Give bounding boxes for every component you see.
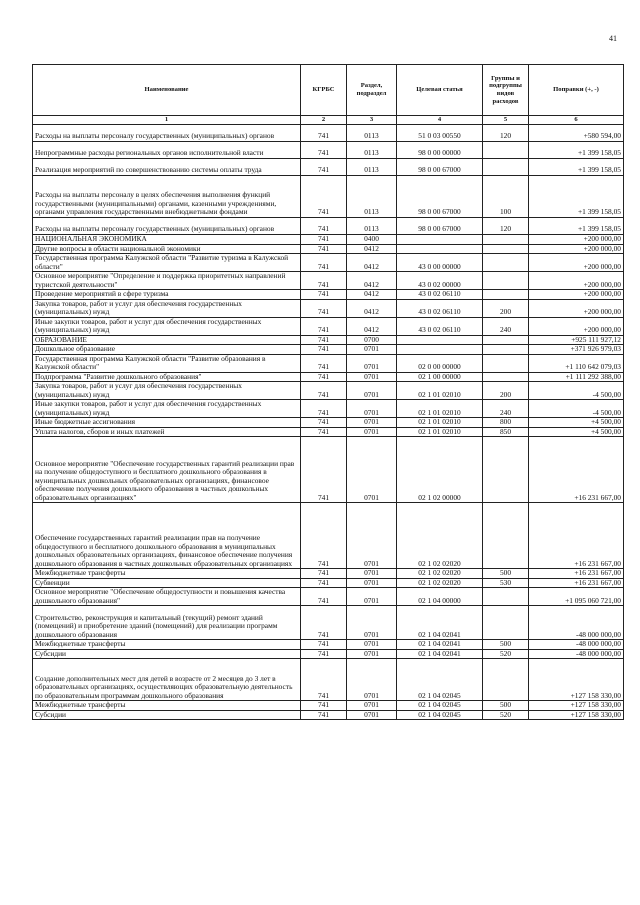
row-name: Реализация мероприятий по совершенствованию системы оплаты труда: [33, 159, 301, 176]
row-name: Межбюджетные трансферты: [33, 640, 301, 650]
row-expense-type: 850: [483, 427, 529, 437]
row-target: 43 0 02 06110: [397, 290, 483, 300]
row-kgrbs: 741: [301, 710, 347, 720]
row-expense-type: [483, 254, 529, 272]
row-amount: +1 399 158,05: [529, 142, 624, 159]
header-kgrbs: КГРБС: [301, 65, 347, 116]
table-row: [33, 125, 624, 142]
row-kgrbs: 741: [301, 335, 347, 345]
row-amount: +200 000,00: [529, 235, 624, 245]
row-name: Подпрограмма "Развитие дошкольного образования": [33, 372, 301, 382]
row-section: 0701: [347, 418, 397, 428]
table-row: [33, 569, 624, 579]
row-amount: +1 399 158,05: [529, 159, 624, 176]
row-amount: -4 500,00: [529, 400, 624, 418]
row-expense-type: 200: [483, 382, 529, 400]
row-target: [397, 235, 483, 245]
row-section: 0701: [347, 578, 397, 588]
table-row: [33, 588, 624, 606]
row-amount: +1 111 292 388,00: [529, 372, 624, 382]
row-name: НАЦИОНАЛЬНАЯ ЭКОНОМИКА: [33, 235, 301, 245]
row-name: Уплата налогов, сборов и иных платежей: [33, 427, 301, 437]
table-row: [33, 418, 624, 428]
row-expense-type: 500: [483, 640, 529, 650]
column-index: 2: [301, 116, 347, 125]
row-section: 0701: [347, 437, 397, 503]
table-row: [33, 176, 624, 218]
row-expense-type: [483, 345, 529, 355]
row-target: [397, 345, 483, 355]
row-amount: +1 399 158,05: [529, 176, 624, 218]
row-expense-type: [483, 235, 529, 245]
table-row: [33, 299, 624, 317]
row-amount: -48 000 000,00: [529, 640, 624, 650]
row-amount: +127 158 330,00: [529, 659, 624, 701]
row-kgrbs: 741: [301, 235, 347, 245]
row-name: Государственная программа Калужской области "Развитие образования в Калужской области": [33, 354, 301, 372]
row-expense-type: 500: [483, 701, 529, 711]
row-amount: +1 095 060 721,00: [529, 588, 624, 606]
budget-table: [32, 64, 624, 720]
row-expense-type: [483, 335, 529, 345]
row-kgrbs: 741: [301, 176, 347, 218]
table-row: [33, 272, 624, 290]
column-index-row: [33, 116, 624, 125]
row-amount: +4 500,00: [529, 427, 624, 437]
row-target: [397, 335, 483, 345]
row-section: 0412: [347, 290, 397, 300]
row-expense-type: [483, 354, 529, 372]
row-section: 0412: [347, 272, 397, 290]
row-section: 0412: [347, 299, 397, 317]
row-section: 0701: [347, 649, 397, 659]
row-target: 98 0 00 67000: [397, 218, 483, 235]
row-target: 98 0 00 00000: [397, 142, 483, 159]
table-row: [33, 503, 624, 569]
table-row: [33, 244, 624, 254]
row-amount: +200 000,00: [529, 317, 624, 335]
row-target: 02 1 04 00000: [397, 588, 483, 606]
row-amount: +200 000,00: [529, 299, 624, 317]
table-row: [33, 578, 624, 588]
row-kgrbs: 741: [301, 290, 347, 300]
page-number: 41: [609, 34, 617, 43]
row-kgrbs: 741: [301, 659, 347, 701]
row-kgrbs: 741: [301, 640, 347, 650]
row-section: 0701: [347, 372, 397, 382]
row-target: 02 0 00 00000: [397, 354, 483, 372]
row-kgrbs: 741: [301, 254, 347, 272]
table-row: [33, 159, 624, 176]
row-name: Иные закупки товаров, работ и услуг для обеспечения государственных (муниципальных) нужд: [33, 317, 301, 335]
row-amount: +925 111 927,12: [529, 335, 624, 345]
row-section: 0113: [347, 159, 397, 176]
row-name: Основное мероприятие "Определение и поддержка приоритетных направлений туристской деятельности": [33, 272, 301, 290]
table-row: [33, 142, 624, 159]
row-expense-type: 500: [483, 569, 529, 579]
row-kgrbs: 741: [301, 588, 347, 606]
row-target: 02 1 04 02041: [397, 640, 483, 650]
row-name: Иные бюджетные ассигнования: [33, 418, 301, 428]
row-kgrbs: 741: [301, 345, 347, 355]
row-amount: -48 000 000,00: [529, 606, 624, 640]
row-name: Другие вопросы в области национальной экономики: [33, 244, 301, 254]
row-section: 0701: [347, 701, 397, 711]
row-name: Расходы на выплаты персоналу в целях обеспечения выполнения функций государственными (муниципальными) органами, казенными учреждениями, органами управления государственными внебюджетными фондами: [33, 176, 301, 218]
row-target: 02 1 04 02045: [397, 659, 483, 701]
row-target: 98 0 00 67000: [397, 176, 483, 218]
table-row: [33, 701, 624, 711]
row-expense-type: 240: [483, 317, 529, 335]
row-section: 0701: [347, 710, 397, 720]
row-name: Межбюджетные трансферты: [33, 569, 301, 579]
row-expense-type: [483, 372, 529, 382]
row-expense-type: [483, 659, 529, 701]
row-expense-type: 200: [483, 299, 529, 317]
row-name: Основное мероприятие "Обеспечение государственных гарантий реализации прав на получение общедоступного и бесплатного дошкольного образования в муниципальных дошкольных образовательных организациях, финансовое обеспечение получения дошкольного образования в частных дошкольных образовательных организациях": [33, 437, 301, 503]
row-kgrbs: 741: [301, 354, 347, 372]
row-kgrbs: 741: [301, 701, 347, 711]
table-row: [33, 372, 624, 382]
table-row: [33, 710, 624, 720]
row-section: 0113: [347, 125, 397, 142]
row-kgrbs: 741: [301, 578, 347, 588]
row-kgrbs: 741: [301, 372, 347, 382]
row-kgrbs: 741: [301, 299, 347, 317]
row-amount: +16 231 667,00: [529, 569, 624, 579]
row-name: Проведение мероприятий в сфере туризма: [33, 290, 301, 300]
row-kgrbs: 741: [301, 317, 347, 335]
row-kgrbs: 741: [301, 418, 347, 428]
row-name: Основное мероприятие "Обеспечение общедоступности и повышения качества дошкольного образования": [33, 588, 301, 606]
row-section: 0701: [347, 659, 397, 701]
table-row: [33, 235, 624, 245]
row-name: Дошкольное образование: [33, 345, 301, 355]
row-kgrbs: 741: [301, 437, 347, 503]
row-target: 02 1 00 00000: [397, 372, 483, 382]
row-section: 0113: [347, 142, 397, 159]
row-target: 02 1 01 02010: [397, 418, 483, 428]
row-kgrbs: 741: [301, 125, 347, 142]
row-target: 43 0 00 00000: [397, 254, 483, 272]
row-section: 0701: [347, 427, 397, 437]
row-expense-type: 100: [483, 176, 529, 218]
row-kgrbs: 741: [301, 272, 347, 290]
table-row: [33, 427, 624, 437]
row-amount: +1 110 642 079,03: [529, 354, 624, 372]
row-kgrbs: 741: [301, 569, 347, 579]
row-target: 02 1 01 02010: [397, 427, 483, 437]
row-section: 0701: [347, 503, 397, 569]
table-row: [33, 400, 624, 418]
table-row: [33, 254, 624, 272]
row-expense-type: [483, 606, 529, 640]
table-row: [33, 335, 624, 345]
row-name: Закупка товаров, работ и услуг для обеспечения государственных (муниципальных) нужд: [33, 299, 301, 317]
row-expense-type: 120: [483, 218, 529, 235]
row-amount: +200 000,00: [529, 254, 624, 272]
row-name: Создание дополнительных мест для детей в возрасте от 2 месяцев до 3 лет в образовательных организациях, осуществляющих образовательную деятельность по образовательным программам дошкольного образования: [33, 659, 301, 701]
row-name: Строительство, реконструкция и капитальный (текущий) ремонт зданий (помещений) и приобретение зданий (помещений) для реализации программ дошкольного образования: [33, 606, 301, 640]
row-expense-type: [483, 272, 529, 290]
row-name: Субсидии: [33, 710, 301, 720]
row-amount: +16 231 667,00: [529, 578, 624, 588]
table-row: [33, 659, 624, 701]
table-row: [33, 354, 624, 372]
header-amount: Поправки (+, -): [529, 65, 624, 116]
table-row: [33, 640, 624, 650]
column-index: 1: [33, 116, 301, 125]
row-target: 02 1 04 02045: [397, 701, 483, 711]
row-name: Межбюджетные трансферты: [33, 701, 301, 711]
table-row: [33, 382, 624, 400]
row-target: 98 0 00 67000: [397, 159, 483, 176]
column-index: 3: [347, 116, 397, 125]
row-section: 0701: [347, 569, 397, 579]
row-target: 02 1 02 00000: [397, 437, 483, 503]
row-name: Расходы на выплаты персоналу государственных (муниципальных) органов: [33, 218, 301, 235]
row-section: 0113: [347, 176, 397, 218]
row-target: 02 1 02 02020: [397, 578, 483, 588]
row-amount: +127 158 330,00: [529, 701, 624, 711]
row-kgrbs: 741: [301, 400, 347, 418]
row-expense-type: [483, 159, 529, 176]
row-target: 43 0 02 06110: [397, 317, 483, 335]
row-section: 0701: [347, 354, 397, 372]
row-amount: -4 500,00: [529, 382, 624, 400]
table-row: [33, 437, 624, 503]
column-index: 4: [397, 116, 483, 125]
row-amount: +200 000,00: [529, 272, 624, 290]
header-expense-type: Группы и подгруппы видов расходов: [483, 65, 529, 116]
row-target: 02 1 02 02020: [397, 503, 483, 569]
column-index: 5: [483, 116, 529, 125]
row-expense-type: [483, 142, 529, 159]
row-expense-type: [483, 503, 529, 569]
table-row: [33, 290, 624, 300]
row-target: 51 0 03 00550: [397, 125, 483, 142]
row-expense-type: 240: [483, 400, 529, 418]
row-target: 43 0 02 06110: [397, 299, 483, 317]
column-index: 6: [529, 116, 624, 125]
row-expense-type: [483, 437, 529, 503]
table-row: [33, 218, 624, 235]
row-name: Субсидии: [33, 649, 301, 659]
row-kgrbs: 741: [301, 606, 347, 640]
row-section: 0701: [347, 400, 397, 418]
row-expense-type: 530: [483, 578, 529, 588]
row-amount: +200 000,00: [529, 290, 624, 300]
row-kgrbs: 741: [301, 159, 347, 176]
row-target: 43 0 02 00000: [397, 272, 483, 290]
table-row: [33, 345, 624, 355]
row-amount: -48 000 000,00: [529, 649, 624, 659]
row-name: Расходы на выплаты персоналу государственных (муниципальных) органов: [33, 125, 301, 142]
row-amount: +200 000,00: [529, 244, 624, 254]
row-section: 0701: [347, 640, 397, 650]
row-amount: +16 231 667,00: [529, 437, 624, 503]
row-expense-type: 520: [483, 710, 529, 720]
row-amount: +16 231 667,00: [529, 503, 624, 569]
row-expense-type: 800: [483, 418, 529, 428]
row-section: 0113: [347, 218, 397, 235]
row-amount: +371 926 979,03: [529, 345, 624, 355]
row-kgrbs: 741: [301, 503, 347, 569]
row-target: 02 1 02 02020: [397, 569, 483, 579]
header-name: Наименование: [33, 65, 301, 116]
row-kgrbs: 741: [301, 427, 347, 437]
row-kgrbs: 741: [301, 142, 347, 159]
row-section: 0701: [347, 588, 397, 606]
row-kgrbs: 741: [301, 649, 347, 659]
row-name: Субвенции: [33, 578, 301, 588]
row-name: Закупка товаров, работ и услуг для обеспечения государственных (муниципальных) нужд: [33, 382, 301, 400]
row-target: 02 1 04 02041: [397, 649, 483, 659]
row-amount: +4 500,00: [529, 418, 624, 428]
row-kgrbs: 741: [301, 244, 347, 254]
row-target: 02 1 04 02045: [397, 710, 483, 720]
row-kgrbs: 741: [301, 382, 347, 400]
row-target: 02 1 01 02010: [397, 400, 483, 418]
row-section: 0400: [347, 235, 397, 245]
row-section: 0412: [347, 317, 397, 335]
row-section: 0701: [347, 606, 397, 640]
row-expense-type: [483, 588, 529, 606]
row-amount: +1 399 158,05: [529, 218, 624, 235]
row-expense-type: [483, 290, 529, 300]
row-name: ОБРАЗОВАНИЕ: [33, 335, 301, 345]
row-amount: +127 158 330,00: [529, 710, 624, 720]
row-kgrbs: 741: [301, 218, 347, 235]
row-section: 0412: [347, 254, 397, 272]
row-name: Непрограммные расходы региональных органов исполнительной власти: [33, 142, 301, 159]
table-row: [33, 606, 624, 640]
row-section: 0701: [347, 345, 397, 355]
row-name: Обеспечение государственных гарантий реализации прав на получение общедоступного и бесплатного дошкольного образования в муниципальных дошкольных образовательных организациях, финансовое обеспечение получения дошкольного образования в частных дошкольных образовательных организациях: [33, 503, 301, 569]
row-name: Государственная программа Калужской области "Развитие туризма в Калужской области": [33, 254, 301, 272]
row-target: [397, 244, 483, 254]
row-target: 02 1 01 02010: [397, 382, 483, 400]
row-expense-type: 120: [483, 125, 529, 142]
header-section: Раздел, подраздел: [347, 65, 397, 116]
row-section: 0700: [347, 335, 397, 345]
row-section: 0412: [347, 244, 397, 254]
row-amount: +580 594,00: [529, 125, 624, 142]
row-expense-type: 520: [483, 649, 529, 659]
table-header-row: [33, 65, 624, 116]
row-name: Иные закупки товаров, работ и услуг для обеспечения государственных (муниципальных) нужд: [33, 400, 301, 418]
table-row: [33, 317, 624, 335]
row-expense-type: [483, 244, 529, 254]
row-section: 0701: [347, 382, 397, 400]
table-row: [33, 649, 624, 659]
row-target: 02 1 04 02041: [397, 606, 483, 640]
header-target: Целевая статья: [397, 65, 483, 116]
